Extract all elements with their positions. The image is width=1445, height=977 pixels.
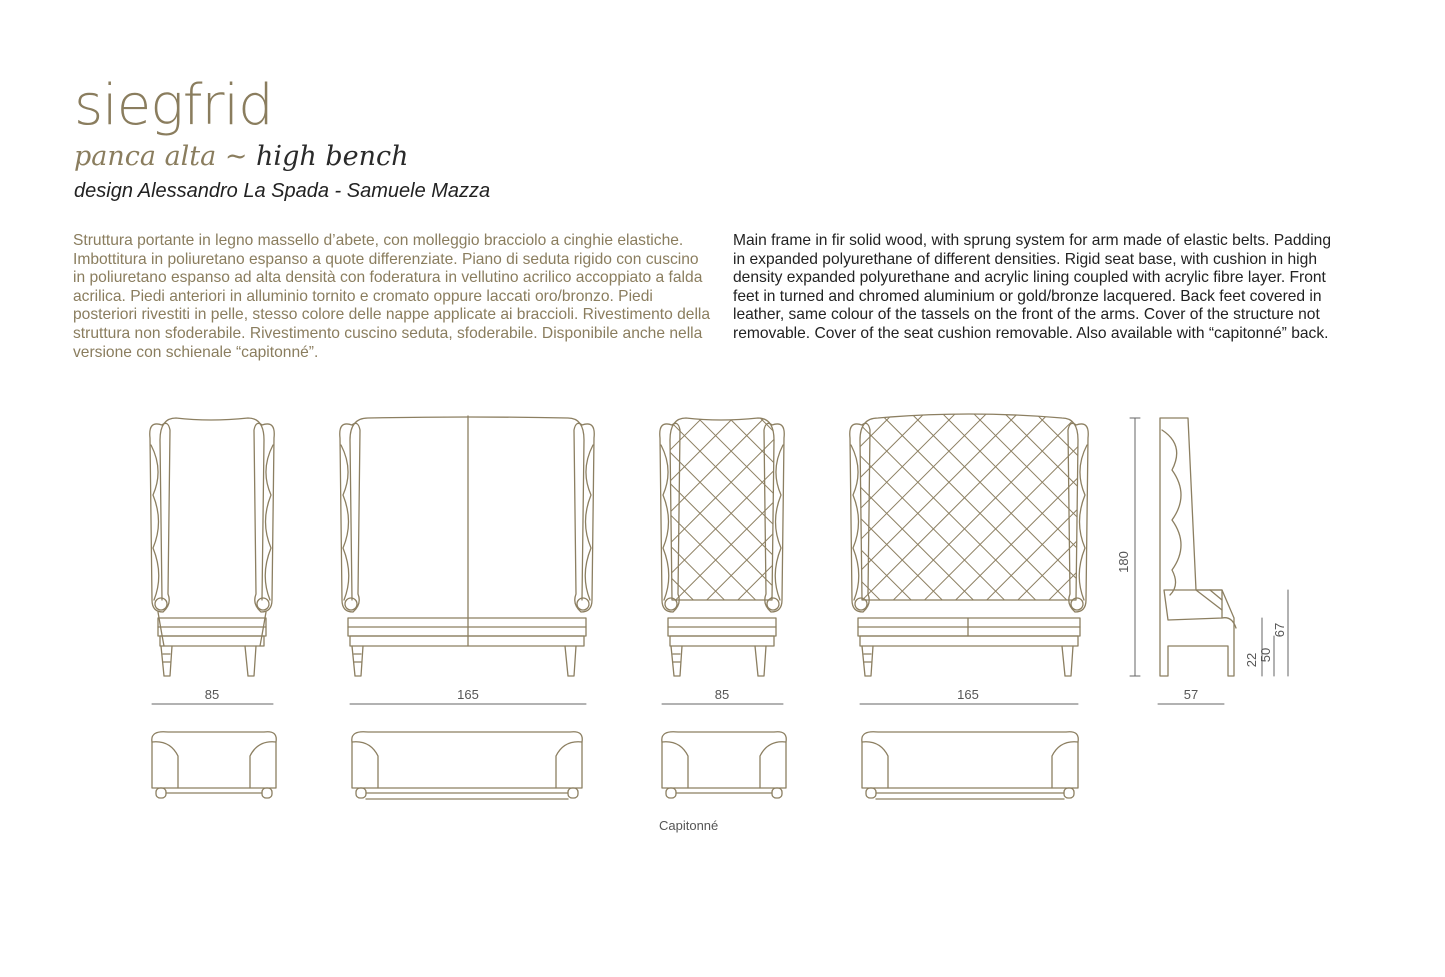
depth-label-side: 57 — [1183, 687, 1199, 702]
armchair-front-view — [150, 418, 275, 676]
capitonne-caption: Capitonné — [659, 818, 719, 833]
width-label-armchair-capitonne: 85 — [714, 687, 730, 702]
designer-credit: design Alessandro La Spada - Samuele Mazza — [74, 180, 491, 202]
height-label-base: 22 — [1244, 652, 1259, 668]
product-title: siegfrid — [74, 73, 273, 138]
bench-capitonne-top-view — [862, 732, 1078, 799]
height-dimension-lines — [1130, 418, 1288, 676]
bench-top-view — [352, 732, 582, 799]
height-label-total: 180 — [1116, 551, 1131, 573]
width-label-bench: 165 — [457, 687, 479, 702]
height-label-seat: 50 — [1258, 647, 1273, 663]
subtitle-italian: panca alta ~ — [74, 141, 257, 172]
width-label-armchair: 85 — [204, 687, 220, 702]
armchair-capitonne-view — [660, 418, 785, 676]
subtitle-english: high bench — [256, 141, 409, 172]
height-label-arm: 67 — [1272, 622, 1287, 638]
armchair-capitonne-top-view — [662, 732, 786, 798]
bench-front-view — [340, 416, 595, 676]
side-view — [1160, 418, 1236, 676]
description-english: Main frame in fir solid wood, with sprung system for arm made of elastic belts. Padding in expanded polyurethane of different densities. Rigid seat base, with cushion in high density expanded polyurethane and acrylic lining coupled with acrylic fibre layer. Front feet in turned and chromed aluminium or gold/bronze lacquered. Back feet covered in leather, same colour of the tassels on the front of the arms. Cover of the structure not removable. Cover of the seat cushion removable. Also available with “capitonné” back. — [733, 232, 1332, 342]
description-italian: Struttura portante in legno massello d’abete, con molleggio bracciolo a cinghie elastiche. Imbottitura in poliuretano espanso a quote differenziate. Piano di seduta rigido con cuscino in poliuretano espanso ad alta densità con foderatura in vellutino acrilico accoppiato a falda acrilica. Piedi anteriori in alluminio tornito e cromato oppure laccati oro/bronzo. Piedi posteriori rivestiti in pelle, stesso colore delle nappe applicate ai braccioli. Rivestimento della struttura non sfoderabile. Rivestimento cuscino seduta, sfoderabile. Disponibile anche nella versione con schienale “capitonné”. — [73, 232, 711, 361]
armchair-top-view — [152, 732, 276, 798]
bench-capitonne-view — [850, 414, 1089, 676]
width-label-bench-capitonne: 165 — [957, 687, 979, 702]
